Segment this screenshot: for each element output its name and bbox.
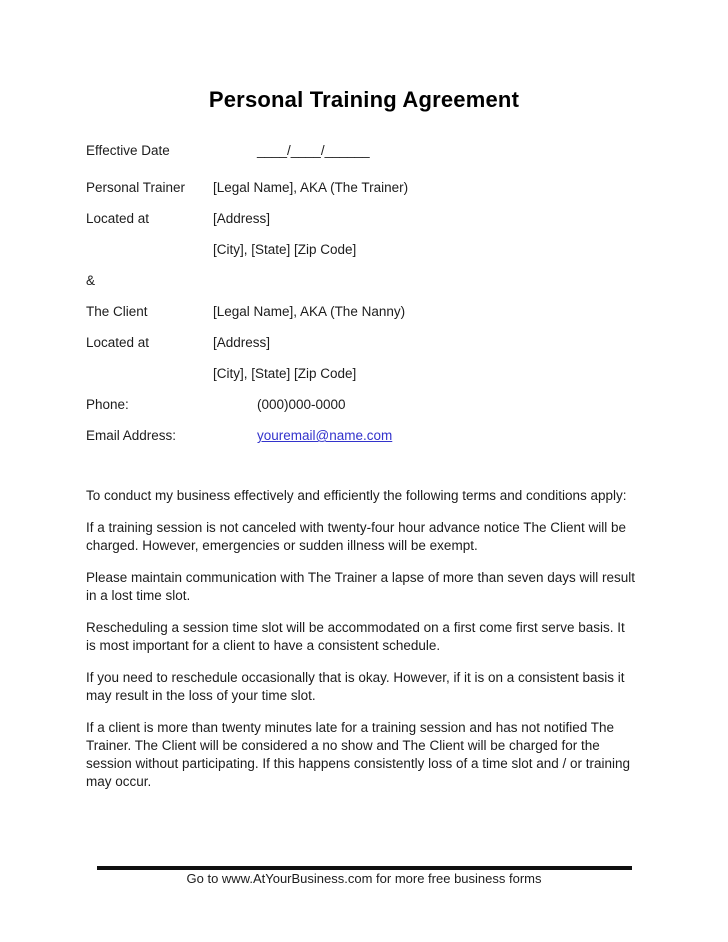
effective-date-label: Effective Date <box>86 143 170 158</box>
client-located-at-label: Located at <box>86 335 150 350</box>
terms-and-conditions-block <box>86 487 638 805</box>
footer-credit-text: Go to www.AtYourBusiness.com for more free business forms <box>186 871 542 886</box>
document-title: Personal Training Agreement <box>208 87 520 112</box>
client-address-value: [Address] <box>213 335 271 350</box>
info-row-trainer-city <box>86 241 408 259</box>
client-value: [Legal Name], AKA (The Nanny) <box>213 304 406 319</box>
info-row-client-address <box>86 334 408 352</box>
client-city-value: [City], [State] [Zip Code] <box>213 366 357 381</box>
personal-trainer-label: Personal Trainer <box>86 180 186 195</box>
terms-intro-paragraph: To conduct my business effectively and efficiently the following terms and conditions apply: <box>86 488 627 503</box>
email-label: Email Address: <box>86 428 177 443</box>
email-link[interactable]: youremail@name.com <box>257 428 393 443</box>
ampersand-label: & <box>86 273 96 288</box>
occasional-reschedule-paragraph: If you need to reschedule occasionally that is okay. However, if it is on a consistent basis it may result in the loss of your time slot. <box>86 670 625 703</box>
client-label: The Client <box>86 304 148 319</box>
info-row-ampersand <box>86 272 408 290</box>
personal-trainer-value: [Legal Name], AKA (The Trainer) <box>213 180 409 195</box>
communication-paragraph: Please maintain communication with The Trainer a lapse of more than seven days will result in a lost time slot. <box>86 570 636 603</box>
trainer-located-at-label: Located at <box>86 211 150 226</box>
rescheduling-paragraph: Rescheduling a session time slot will be accommodated on a first come first serve basis. It is most important for a client to have a consistent schedule. <box>86 620 625 653</box>
effective-date-blank: ____/____/______ <box>257 143 370 158</box>
trainer-city-value: [City], [State] [Zip Code] <box>213 242 357 257</box>
info-row-email <box>86 427 408 445</box>
info-row-client-city <box>86 365 408 383</box>
parties-info-block <box>86 142 408 458</box>
info-row-personal-trainer <box>86 179 408 197</box>
cancellation-paragraph: If a training session is not canceled with twenty-four hour advance notice The Client will be charged. However, emergencies or sudden illness will be exempt. <box>86 520 627 553</box>
info-row-phone <box>86 396 408 414</box>
info-row-effective-date <box>86 142 408 160</box>
phone-label: Phone: <box>86 397 129 412</box>
trainer-address-value: [Address] <box>213 211 271 226</box>
trainer-city-label-spacer <box>86 241 213 259</box>
phone-value: (000)000-0000 <box>257 397 346 412</box>
info-row-client <box>86 303 408 321</box>
late-arrival-paragraph: If a client is more than twenty minutes late for a training session and has not notified The Trainer. The Client will be considered a no show and The Client will be charged for the session without participating. If this happens consistently loss of a time slot and / or training may occur. <box>86 720 631 789</box>
info-row-trainer-address <box>86 210 408 228</box>
client-city-label-spacer <box>86 365 213 383</box>
